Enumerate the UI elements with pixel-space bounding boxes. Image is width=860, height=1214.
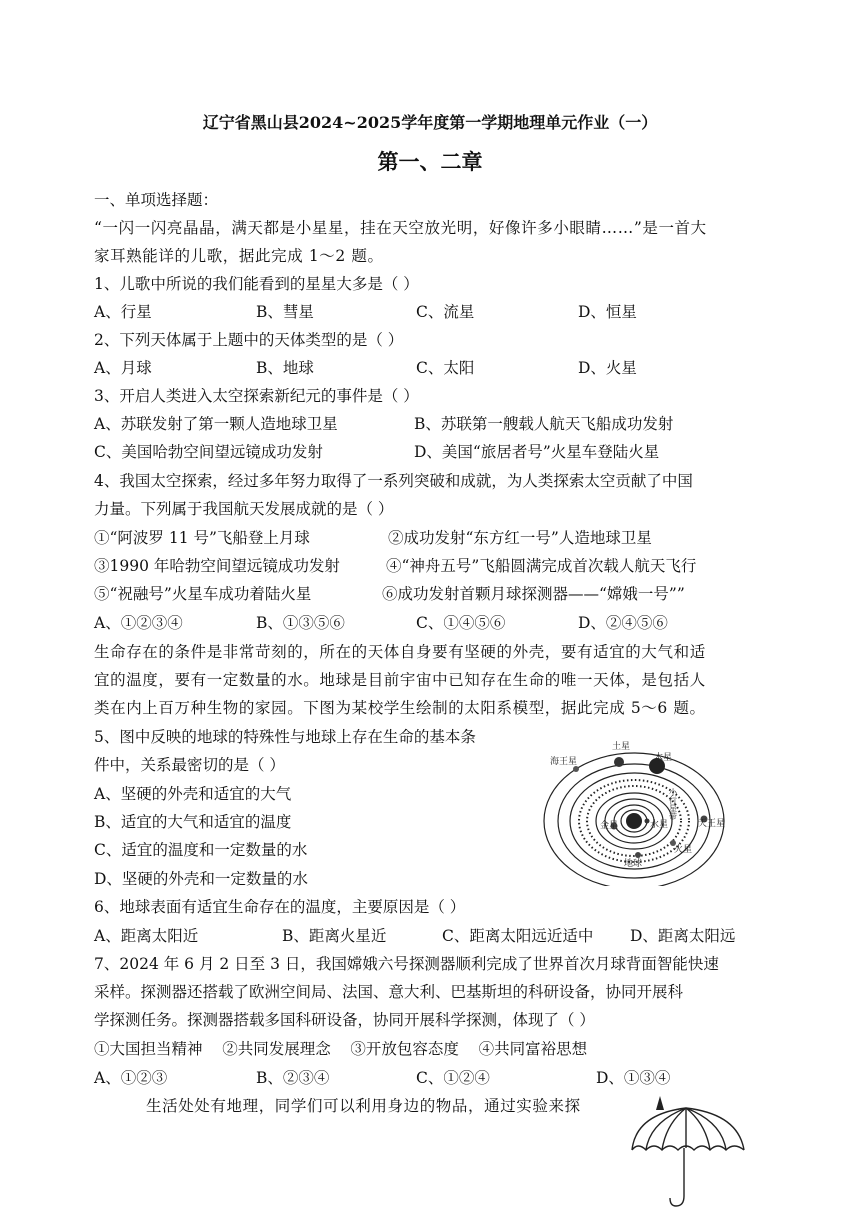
question-stem: 4、我国太空探索，经过多年努力取得了一系列突破和成就，为人类探索太空贡献了中国: [94, 472, 693, 490]
saturn-icon: [614, 757, 624, 767]
option-b[interactable]: B、彗星: [256, 303, 314, 321]
option-c[interactable]: C、①②④: [416, 1069, 490, 1087]
option-a[interactable]: A、①②③: [94, 1069, 168, 1087]
option-d[interactable]: D、恒星: [578, 303, 637, 321]
option-b[interactable]: B、距离火星近: [282, 927, 387, 945]
question-stem: 学探测任务。探测器搭载多国科研设备，协同开展科学探测，体现了（ ）: [94, 1011, 595, 1029]
intro-line: 家耳熟能详的儿歌，据此完成 1～2 题。: [94, 247, 384, 265]
option-a[interactable]: A、①②③④: [94, 614, 183, 632]
statement-item: ④“神舟五号”飞船圆满完成首次载人航天飞行: [386, 557, 697, 575]
option-d[interactable]: D、坚硬的外壳和一定数量的水: [94, 870, 308, 888]
page-subtitle: 第一、二章: [377, 149, 483, 174]
label-mercury: 水星: [650, 820, 669, 830]
question-stem: 5、图中反映的地球的特殊性与地球上存在生命的基本条: [94, 728, 476, 746]
option-b[interactable]: B、②③④: [256, 1069, 330, 1087]
option-d[interactable]: D、火星: [578, 359, 637, 377]
label-asteroid-belt: 小行星带: [668, 788, 678, 820]
option-d[interactable]: D、②④⑤⑥: [578, 614, 668, 632]
option-c[interactable]: C、流星: [416, 303, 475, 321]
umbrella-illustration: [626, 1092, 750, 1212]
option-b[interactable]: B、苏联第一艘载人航天飞船成功发射: [414, 415, 674, 433]
question-stem: 力量。下列属于我国航天发展成就的是（ ）: [94, 500, 394, 518]
statement-item: ②成功发射“东方红一号”人造地球卫星: [388, 529, 652, 547]
label-mars: 火星: [674, 845, 693, 855]
earth-icon: [635, 852, 641, 858]
solar-system-diagram: [540, 736, 740, 886]
mercury-icon: [645, 819, 650, 824]
question-stem: 件中，关系最密切的是（ ）: [94, 756, 285, 774]
page-title: 辽宁省黑山县2024~2025学年度第一学期地理单元作业（一）: [202, 113, 658, 132]
option-d[interactable]: D、美国“旅居者号”火星车登陆火星: [414, 443, 660, 461]
question-stem: 6、地球表面有适宜生命存在的温度，主要原因是（ ）: [94, 898, 466, 916]
label-neptune: 海王星: [550, 757, 578, 767]
sun-icon: [626, 813, 642, 829]
option-b[interactable]: B、适宜的大气和适宜的温度: [94, 813, 292, 831]
option-d[interactable]: D、①③④: [596, 1069, 671, 1087]
option-d[interactable]: D、距离太阳远: [630, 927, 736, 945]
statement-item: ③1990 年哈勃空间望远镜成功发射: [94, 557, 340, 575]
question-stem: 3、开启人类进入太空探索新纪元的事件是（ ）: [94, 387, 419, 405]
option-c[interactable]: C、太阳: [416, 359, 475, 377]
question-stem: 7、2024 年 6 月 2 日至 3 日，我国嫦娥六号探测器顺利完成了世界首次月球背面智能快速: [94, 955, 719, 973]
label-venus: 金星: [600, 821, 619, 831]
intro-line: “一闪一闪亮晶晶，满天都是小星星，挂在天空放光明，好像许多小眼睛……”是一首大: [94, 219, 707, 237]
option-b[interactable]: B、地球: [256, 359, 314, 377]
option-c[interactable]: C、①④⑤⑥: [416, 614, 506, 632]
statement-items: ①大国担当精神 ②共同发展理念 ③开放包容态度 ④共同富裕思想: [94, 1040, 588, 1058]
intro-line: 宜的温度，要有一定数量的水。地球是目前宇宙中已知存在生命的唯一天体，是包括人: [94, 671, 706, 689]
section-heading: 一、单项选择题：: [94, 191, 219, 209]
option-a[interactable]: A、坚硬的外壳和适宜的大气: [94, 785, 292, 803]
question-stem: 1、儿歌中所说的我们能看到的星星大多是（ ）: [94, 275, 419, 293]
intro-line: 生命存在的条件是非常苛刻的，所在的天体自身要有坚硬的外壳，要有适宜的大气和适: [94, 643, 706, 661]
option-a[interactable]: A、月球: [94, 359, 152, 377]
option-c[interactable]: C、美国哈勃空间望远镜成功发射: [94, 443, 323, 461]
statement-item: ⑤“祝融号”火星车成功着陆火星: [94, 585, 312, 603]
label-saturn: 土星: [612, 742, 631, 752]
option-a[interactable]: A、苏联发射了第一颗人造地球卫星: [94, 415, 338, 433]
statement-item: ①“阿波罗 11 号”飞船登上月球: [94, 529, 310, 547]
option-a[interactable]: A、行星: [94, 303, 152, 321]
intro-line: 类在内上百万种生物的家园。下图为某校学生绘制的太阳系模型，据此完成 5～6 题。: [94, 699, 706, 717]
option-c[interactable]: C、距离太阳远近适中: [442, 927, 594, 945]
question-stem: 2、下列天体属于上题中的天体类型的是（ ）: [94, 331, 404, 349]
option-b[interactable]: B、①③⑤⑥: [256, 614, 345, 632]
option-c[interactable]: C、适宜的温度和一定数量的水: [94, 841, 308, 859]
label-earth: 地球: [624, 859, 643, 869]
intro-line: 生活处处有地理，同学们可以利用身边的物品，通过实验来探: [146, 1097, 581, 1115]
label-jupiter: 木星: [654, 753, 673, 763]
statement-item: ⑥成功发射首颗月球探测器——“嫦娥一号””: [382, 585, 685, 603]
question-stem: 采样。探测器还搭载了欧洲空间局、法国、意大利、巴基斯坦的科研设备，协同开展科: [94, 983, 684, 1001]
option-a[interactable]: A、距离太阳近: [94, 927, 199, 945]
label-uranus: 天王星: [698, 819, 726, 829]
